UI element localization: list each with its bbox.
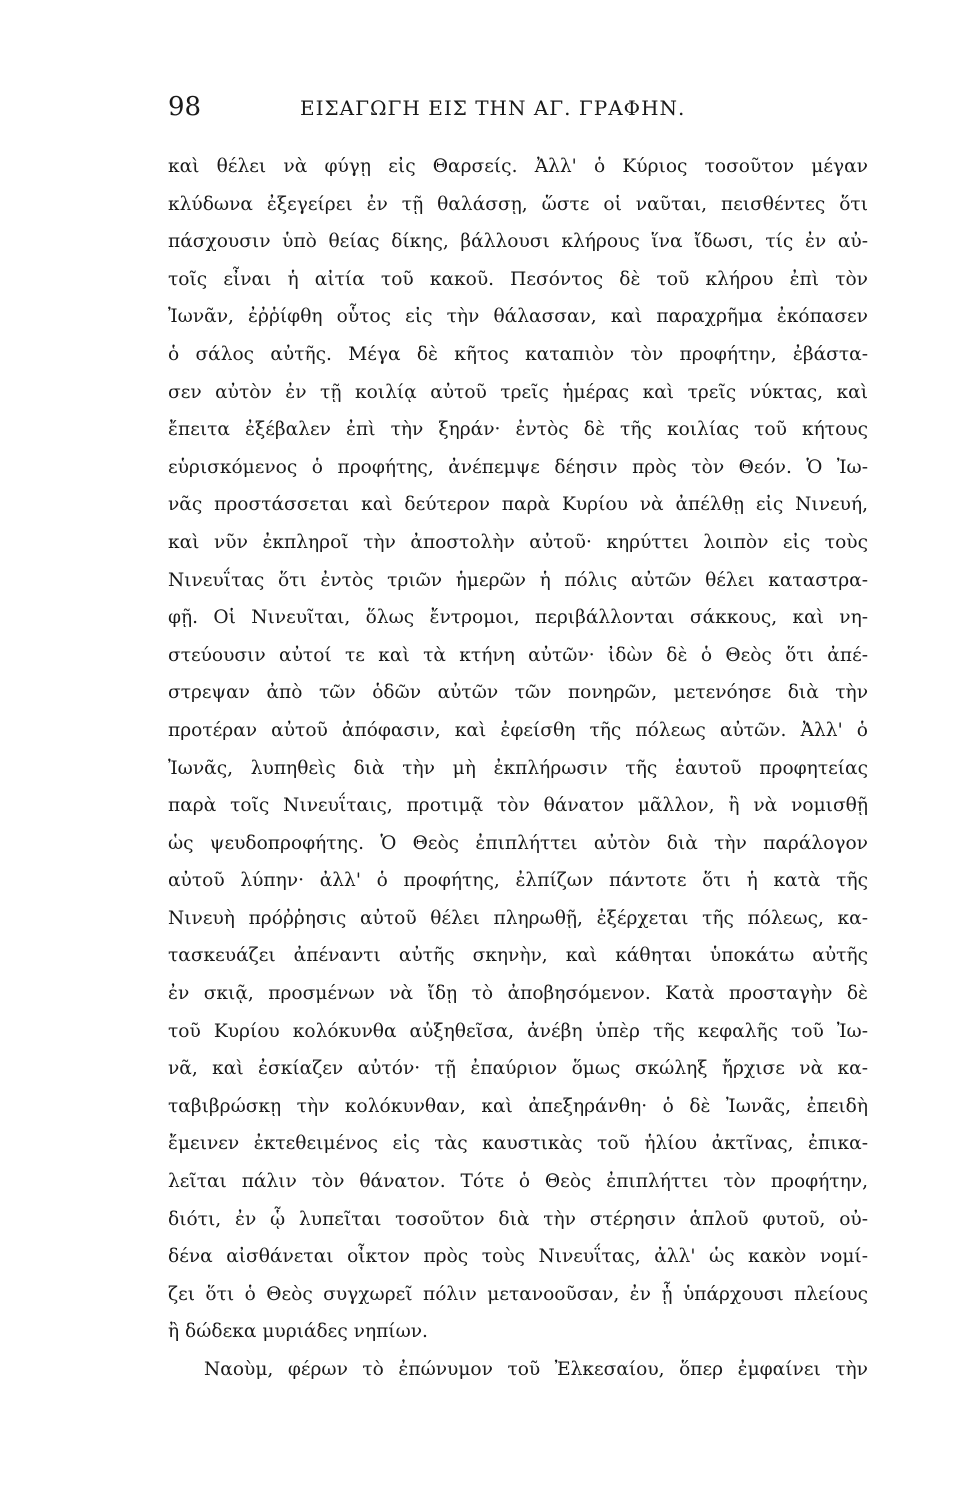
text-line: ὁ σάλος αὐτῆς. Μέγα δὲ κῆτος καταπιὸν τὸν προφήτην, ἐβάστα- [168,343,868,365]
text-line: τοῖς εἶναι ἡ αἰτία τοῦ κακοῦ. Πεσόντος δὲ τοῦ κλήρου ἐπὶ τὸν [168,268,868,290]
text-line: Νινευὴ πρόῤῥησις αὐτοῦ θέλει πληρωθῇ, ἐξέρχεται τῆς πόλεως, κα- [168,907,868,929]
paragraph-end-line: ἢ δώδεκα μυριάδες νηπίων. [168,1321,428,1343]
text-line: καὶ θέλει νὰ φύγῃ εἰς Θαρσείς. Ἀλλ' ὁ Κύριος τοσοῦτον μέγαν [168,156,868,177]
text-line: διότι, ἐν ᾧ λυπεῖται τοσοῦτον διὰ τὴν στέρησιν ἁπλοῦ φυτοῦ, οὐ- [168,1208,868,1230]
running-head: ΕΙΣΑΓΩΓΗ ΕΙΣ ΤΗΝ ΑΓ. ΓΡΑΦΗΝ. [300,96,686,120]
text-line: παρὰ τοῖς Νινευΐταις, προτιμᾷ τὸν θάνατον μᾶλλον, ἢ νὰ νομισθῇ [168,795,868,817]
text-line: στεύουσιν αὐτοί τε καὶ τὰ κτήνη αὐτῶν· ἰδὼν δὲ ὁ Θεὸς ὅτι ἀπέ- [168,644,868,666]
text-line: προτέραν αὐτοῦ ἀπόφασιν, καὶ ἐφείσθη τῆς πόλεως αὐτῶν. Ἀλλ' ὁ [168,719,868,741]
text-line: καὶ νῦν ἐκπληροῖ τὴν ἀποστολὴν αὐτοῦ· κηρύττει λοιπὸν εἰς τοὺς [168,531,868,553]
text-line: στρεψαν ἀπὸ τῶν ὁδῶν αὐτῶν τῶν πονηρῶν, μετενόησε διὰ τὴν [168,682,868,704]
text-line: εὑρισκόμενος ὁ προφήτης, ἀνέπεμψε δέησιν πρὸς τὸν Θεόν. Ὁ Ἰω- [168,456,868,478]
text-line: κλύδωνα ἐξεγείρει ἐν τῇ θαλάσσῃ, ὥστε οἱ ναῦται, πεισθέντες ὅτι [168,193,868,215]
text-line: σεν αὐτὸν ἐν τῇ κοιλίᾳ αὐτοῦ τρεῖς ἡμέρας καὶ τρεῖς νύκτας, καὶ [168,381,868,403]
text-line: ζει ὅτι ὁ Θεὸς συγχωρεῖ πόλιν μετανοοῦσαν, ἐν ᾗ ὑπάρχουσι πλείους [168,1283,868,1305]
text-line: νᾶ, καὶ ἐσκίαζεν αὐτόν· τῇ ἐπαύριον ὅμως σκώληξ ἤρχισε νὰ κα- [168,1058,868,1080]
text-line: αὐτοῦ λύπην· ἀλλ' ὁ προφήτης, ἐλπίζων πάντοτε ὅτι ἡ κατὰ τῆς [168,870,868,892]
text-line: φῇ. Οἱ Νινευῖται, ὅλως ἔντρομοι, περιβάλλονται σάκκους, καὶ νη- [168,607,868,629]
paragraph-start-line: Ναοὺμ, φέρων τὸ ἐπώνυμον τοῦ Ἐλκεσαίου, ὅπερ ἐμφαίνει τὴν [204,1359,868,1380]
text-line: ταβιβρώσκῃ τὴν κολόκυνθαν, καὶ ἀπεξηράνθη· ὁ δὲ Ἰωνᾶς, ἐπειδὴ [168,1095,868,1117]
page-header [168,92,868,132]
text-line: Ἰωνᾶς, λυπηθεὶς διὰ τὴν μὴ ἐκπλήρωσιν τῆς ἑαυτοῦ προφητείας [168,757,868,779]
text-line: πάσχουσιν ὑπὸ θείας δίκης, βάλλουσι κλήρους ἵνα ἴδωσι, τίς ἐν αὐ- [168,231,868,253]
text-line: τοῦ Κυρίου κολόκυνθα αὐξηθεῖσα, ἀνέβη ὑπὲρ τῆς κεφαλῆς τοῦ Ἰω- [168,1020,868,1042]
page-number: 98 [168,92,202,122]
text-line: τασκευάζει ἀπέναντι αὐτῆς σκηνὴν, καὶ κάθηται ὑποκάτω αὐτῆς [168,945,868,967]
text-line: ἐν σκιᾷ, προσμένων νὰ ἴδῃ τὸ ἀποβησόμενον. Κατὰ προσταγὴν δὲ [168,983,868,1005]
text-line: νᾶς προστάσσεται καὶ δεύτερον παρὰ Κυρίου νὰ ἀπέλθῃ εἰς Νινευή, [168,494,868,516]
body-text [168,148,868,1389]
text-line: ἔμεινεν ἐκτεθειμένος εἰς τὰς καυστικὰς τοῦ ἡλίου ἀκτῖνας, ἐπικα- [168,1133,868,1155]
text-line: Νινευΐτας ὅτι ἐντὸς τριῶν ἡμερῶν ἡ πόλις αὐτῶν θέλει καταστρα- [168,569,868,591]
text-line: ἔπειτα ἐξέβαλεν ἐπὶ τὴν ξηράν· ἐντὸς δὲ τῆς κοιλίας τοῦ κήτους [168,419,868,441]
text-line: λεῖται πάλιν τὸν θάνατον. Τότε ὁ Θεὸς ἐπιπλήττει τὸν προφήτην, [168,1171,868,1193]
text-line: Ἰωνᾶν, ἐῤῥίφθη οὗτος εἰς τὴν θάλασσαν, καὶ παραχρῆμα ἐκόπασεν [168,306,868,328]
text-line: ὡς ψευδοπροφήτης. Ὁ Θεὸς ἐπιπλήττει αὐτὸν διὰ τὴν παράλογον [168,832,868,854]
text-line: δένα αἰσθάνεται οἶκτον πρὸς τοὺς Νινευΐτας, ἀλλ' ὡς κακὸν νομί- [168,1246,868,1268]
